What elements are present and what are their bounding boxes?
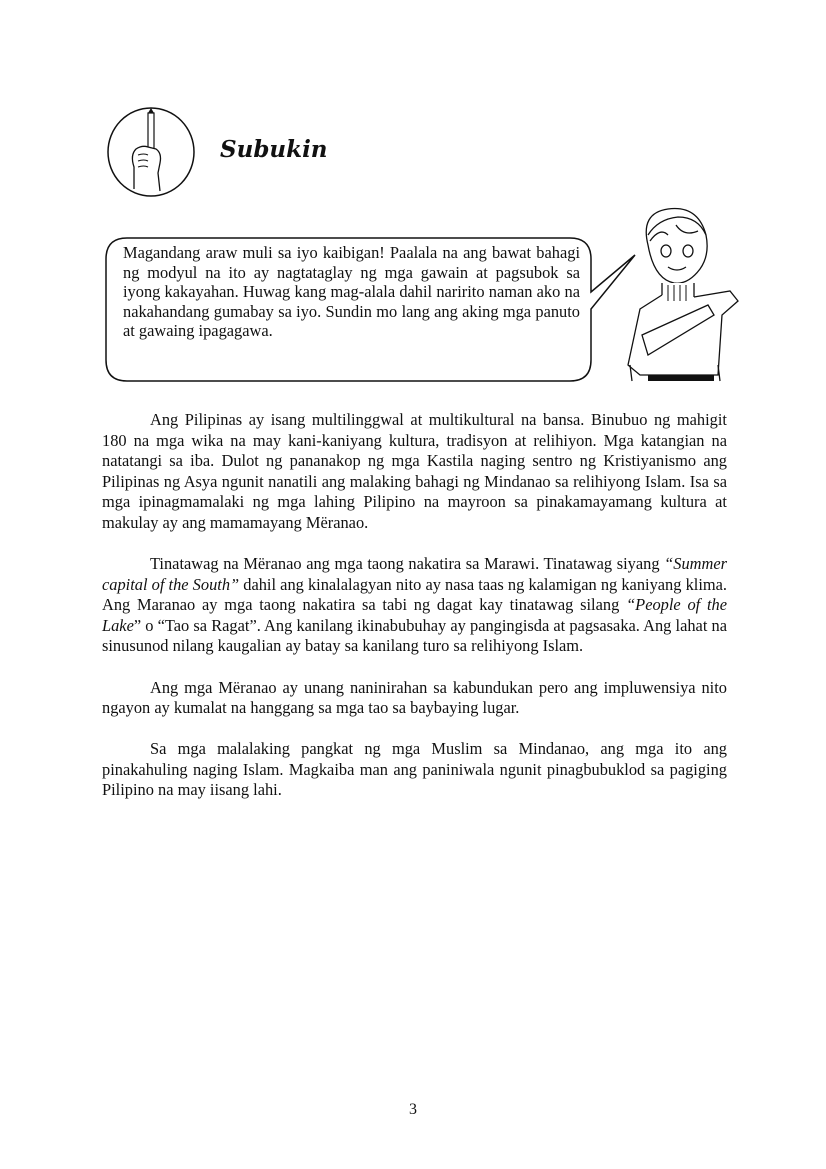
character-illustration bbox=[618, 205, 743, 383]
text-span: dahil ang kinalalagyan nito ay nasa taas ng kalamigan ng kaniyang klima. Ang Maranao ay mga taong nakatira sa tabi ng dagat kay tinatawag silang bbox=[102, 574, 727, 615]
bubble-text: Magandang araw muli sa iyo kaibigan! Paalala na ang bawat bahagi ng modyul na ito ay nagtataglay ng mga gawain at pagsubok sa iyong kakayahan. Huwag kang mag-alala dahil naririto naman ako na nakahandang gumabay sa iyo. Sundin mo lang ang aking mga panuto at gawaing ipagagawa. bbox=[123, 243, 580, 341]
text-span: Tinatawag na Mëranao ang mga taong nakatira sa Marawi. Tinatawag siyang bbox=[150, 554, 665, 574]
italic-phrase: “People of the Lake bbox=[102, 595, 728, 635]
italic-phrase: “Summer capital of the South” bbox=[102, 554, 727, 594]
text-span: ” o “Tao sa Ragat”. Ang kanilang ikinabubuhay ay pangingisda at pagsasaka. Ang lahat na sinusunod nilang kaugalian ay batay sa kanilang turo sa relihiyong Islam. bbox=[102, 615, 727, 656]
paragraph-1: Ang Pilipinas ay isang multilinggwal at multikultural na bansa. Binubuo ng mahigit 180 na mga wika na may kani-kaniyang kultura, tradisyon at relihiyon. Mga katangian na natatangi sa iba. Dulot ng pananakop ng mga Kastila naging sentro ng Kristiyanismo ang Pilipinas ng Asya ngunit nanatili ang malaking bahagi ng Mindanao sa relihiyong Islam. Isa sa mga ipinagmamalaki ng mga lahing Pilipino na mayroon sa pinakamayamang kultura at makulay ay ang mamamayang Mëranao. bbox=[102, 410, 727, 532]
hand-pencil-icon bbox=[106, 107, 196, 197]
page-number: 3 bbox=[409, 1101, 417, 1118]
body-text bbox=[102, 410, 727, 822]
paragraph-3: Ang mga Mëranao ay unang naninirahan sa kabundukan pero ang impluwensiya nito ngayon ay kumalat na hanggang sa mga tao sa baybaying lugar. bbox=[102, 677, 727, 718]
paragraph-2 bbox=[102, 554, 727, 657]
section-title: Subukin bbox=[220, 136, 328, 163]
paragraph-4: Sa mga malalaking pangkat ng mga Muslim sa Mindanao, ang mga ito ang pinakahuling naging Islam. Magkaiba man ang paniniwala ngunit pinagbubuklod sa pagiging Pilipino na may iisang lahi. bbox=[102, 739, 727, 800]
